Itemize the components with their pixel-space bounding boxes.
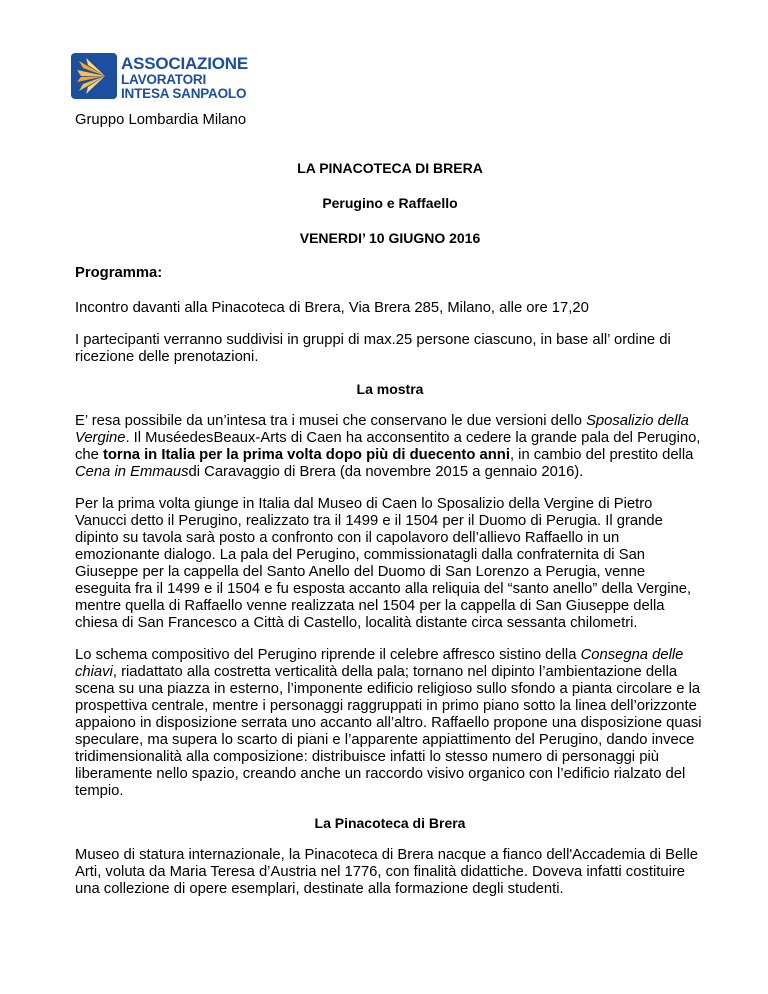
mostra-paragraph-3: Lo schema compositivo del Perugino riprende il celebre affresco sistino della Consegna delle chiavi, riadattato alla costretta verticalità della pala; tornano nel dipinto l’ambientazione della scena su una piazza in esterno, l’imponente edificio religioso sullo sfondo a pianta circolare e la prospettiva centrale, mentre i personaggi raggruppati in primo piano sotto la linea dell’orizzonte appaiono in disposizione serrata uno accanto all’altro. Raffaello propone una disposizione quasi speculare, ma supera lo scarto di piani e l’apparente appiattimento del Perugino, dando invece tridimensionalità alla composizione: distribuisce infatti lo stesso numero di personaggi più liberamente nello spazio, creando anche un raccordo visivo organico con l’edificio rialzato del tempio.	[75, 647, 702, 799]
logo-line-3: INTESA SANPAOLO	[121, 86, 247, 101]
mostra-paragraph-2: Per la prima volta giunge in Italia dal Museo di Caen lo Sposalizio della Vergine di Pietro Vanucci detto il Perugino, realizzato tra il 1499 e il 1504 per il Duomo di Perugia. Il grande dipinto su tavola sarà posto a confronto con il capolavoro dell’allievo Raffaello in un emozionante dialogo. La pala del Perugino, commissionatagli dalla confraternita di San Giuseppe per la cappella del Santo Anello del Duomo di San Lorenzo a Perugia, venne eseguita fra il 1499 e il 1504 e fu esposta accanto alla reliquia del “santo anello” della Vergine, mentre quella di Raffaello venne realizzata nel 1504 per la cappella di San Giuseppe della chiesa di San Francesco a Città di Castello, località distante circa sessanta chilometri.	[75, 496, 692, 631]
pinacoteca-paragraph-1: Museo di statura internazionale, la Pinacoteca di Brera nacque a fianco dell'Accademia di Belle Arti, voluta da Maria Teresa d’Austria nel 1776, con finalità didattiche. Doveva infatti costituire una collezione di opere esemplari, destinate alla formazione degli studenti.	[75, 847, 699, 897]
association-logo	[71, 53, 251, 103]
document-body	[75, 112, 705, 898]
logo-line-1: ASSOCIAZIONE	[121, 54, 249, 73]
group-name: Gruppo Lombardia Milano	[75, 112, 247, 128]
logo-line-2: LAVORATORI	[121, 72, 206, 87]
groups-info: I partecipanti verranno suddivisi in gruppi di max.25 persone ciascuno, in base all’ ordine di ricezione delle prenotazioni.	[75, 332, 671, 365]
mostra-paragraph-1: E’ resa possibile da un’intesa tra i musei che conservano le due versioni dello Sposalizio della Vergine. Il MuséedesBeaux-Arts di Caen ha acconsentito a cedere la grande pala del Perugino, che torna in Italia per la prima volta dopo più di duecento anni, in cambio del prestito della Cena in Emmausdi Caravaggio di Brera (da novembre 2015 a gennaio 2016).	[75, 413, 701, 480]
section-heading-mostra: La mostra	[356, 381, 424, 397]
event-date: VENERDI’ 10 GIUGNO 2016	[299, 230, 481, 246]
document-subtitle: Perugino e Raffaello	[322, 195, 458, 211]
meeting-info: Incontro davanti alla Pinacoteca di Brera, Via Brera 285, Milano, alle ore 17,20	[75, 300, 589, 316]
logo-emblem-icon	[71, 53, 117, 99]
programma-heading: Programma:	[75, 265, 163, 281]
document-title: LA PINACOTECA DI BRERA	[297, 160, 483, 176]
section-heading-pinacoteca: La Pinacoteca di Brera	[314, 815, 466, 831]
